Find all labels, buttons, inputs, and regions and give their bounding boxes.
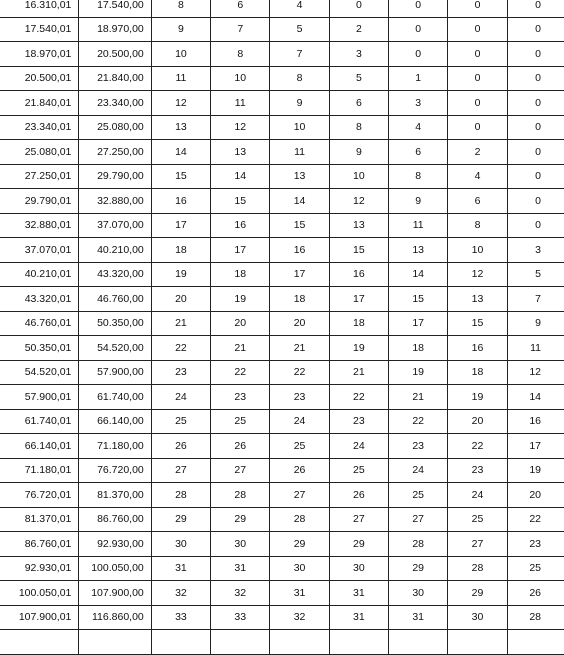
cell-col-4: 12: [329, 189, 388, 214]
cell-col-5: 19: [389, 360, 448, 385]
table-row: [0, 164, 564, 189]
table-row: [0, 385, 564, 410]
cell-income-from: 27.250,01: [0, 164, 79, 189]
table-row: [0, 0, 564, 17]
cell-col-2: 33: [211, 605, 270, 630]
cell-income-from: 17.540,01: [0, 17, 79, 42]
cell-col-1: 29: [151, 507, 210, 532]
cell-col-4: 8: [329, 115, 388, 140]
cell-income-from: 107.900,01: [0, 605, 79, 630]
cell-col-3: 28: [270, 507, 329, 532]
cell-col-6: 12: [448, 262, 507, 287]
cell-col-2: 14: [211, 164, 270, 189]
cell-col-7: [507, 630, 564, 655]
cell-col-2: 31: [211, 556, 270, 581]
cell-income-from: 54.520,01: [0, 360, 79, 385]
cell-col-7: 11: [507, 336, 564, 361]
cell-col-6: 24: [448, 483, 507, 508]
cell-col-4: 22: [329, 385, 388, 410]
cell-col-4: [329, 630, 388, 655]
cell-col-1: 8: [151, 0, 210, 17]
cell-col-7: 0: [507, 189, 564, 214]
cell-col-4: 19: [329, 336, 388, 361]
cell-income-to: 54.520,00: [79, 336, 151, 361]
cell-income-to: 61.740,00: [79, 385, 151, 410]
table-row: [0, 360, 564, 385]
cell-col-3: 24: [270, 409, 329, 434]
cell-col-6: 28: [448, 556, 507, 581]
cell-col-2: 15: [211, 189, 270, 214]
cell-col-5: 0: [389, 0, 448, 17]
cell-col-5: 23: [389, 434, 448, 459]
cell-income-from: 21.840,01: [0, 91, 79, 116]
cell-col-3: 18: [270, 287, 329, 312]
cell-col-5: 17: [389, 311, 448, 336]
cell-col-6: 10: [448, 238, 507, 263]
cell-col-6: 0: [448, 91, 507, 116]
table-row: [0, 311, 564, 336]
cell-income-to: 100.050,00: [79, 556, 151, 581]
cell-income-from: 43.320,01: [0, 287, 79, 312]
cell-col-2: 27: [211, 458, 270, 483]
cell-income-to: 40.210,00: [79, 238, 151, 263]
cell-col-7: 0: [507, 213, 564, 238]
cell-income-from: 16.310,01: [0, 0, 79, 17]
cell-col-6: [448, 630, 507, 655]
cell-income-to: 18.970,00: [79, 17, 151, 42]
cell-col-7: 0: [507, 17, 564, 42]
cell-col-5: 30: [389, 581, 448, 606]
cell-col-2: 12: [211, 115, 270, 140]
cell-col-2: 23: [211, 385, 270, 410]
cell-income-to: 66.140,00: [79, 409, 151, 434]
cell-col-2: 29: [211, 507, 270, 532]
table-row: [0, 115, 564, 140]
cell-income-from: 46.760,01: [0, 311, 79, 336]
cell-income-to: 57.900,00: [79, 360, 151, 385]
cell-col-1: 24: [151, 385, 210, 410]
cell-col-5: 22: [389, 409, 448, 434]
cell-col-2: 16: [211, 213, 270, 238]
cell-col-4: 29: [329, 532, 388, 557]
cell-income-to: 46.760,00: [79, 287, 151, 312]
cell-col-4: 21: [329, 360, 388, 385]
cell-income-to: 17.540,00: [79, 0, 151, 17]
cell-col-1: 20: [151, 287, 210, 312]
cell-col-7: 5: [507, 262, 564, 287]
cell-col-1: 23: [151, 360, 210, 385]
cell-col-1: 26: [151, 434, 210, 459]
cell-income-from: 92.930,01: [0, 556, 79, 581]
cell-col-5: 18: [389, 336, 448, 361]
cell-income-to: 20.500,00: [79, 42, 151, 67]
cell-col-1: 13: [151, 115, 210, 140]
cell-income-to: 43.320,00: [79, 262, 151, 287]
cell-income-from: 76.720,01: [0, 483, 79, 508]
cell-col-3: 17: [270, 262, 329, 287]
cell-col-7: 3: [507, 238, 564, 263]
cell-col-4: 17: [329, 287, 388, 312]
cell-col-5: 6: [389, 140, 448, 165]
cell-col-7: 0: [507, 115, 564, 140]
cell-col-2: 11: [211, 91, 270, 116]
cell-income-from: 71.180,01: [0, 458, 79, 483]
table-row: [0, 66, 564, 91]
cell-income-from: 18.970,01: [0, 42, 79, 67]
cell-col-2: [211, 630, 270, 655]
cell-col-2: 7: [211, 17, 270, 42]
cell-col-4: 5: [329, 66, 388, 91]
cell-col-6: 2: [448, 140, 507, 165]
cell-col-5: 8: [389, 164, 448, 189]
cell-col-4: 13: [329, 213, 388, 238]
cell-col-5: 11: [389, 213, 448, 238]
cell-col-5: 21: [389, 385, 448, 410]
cell-col-3: 22: [270, 360, 329, 385]
cell-col-4: 0: [329, 0, 388, 17]
cell-col-2: 25: [211, 409, 270, 434]
cell-income-to: [79, 630, 151, 655]
cell-col-7: 17: [507, 434, 564, 459]
cell-col-7: 12: [507, 360, 564, 385]
cell-col-4: 6: [329, 91, 388, 116]
cell-income-from: 61.740,01: [0, 409, 79, 434]
cell-col-4: 16: [329, 262, 388, 287]
cell-col-6: 27: [448, 532, 507, 557]
cell-col-4: 30: [329, 556, 388, 581]
cell-income-from: 25.080,01: [0, 140, 79, 165]
cell-col-6: 29: [448, 581, 507, 606]
cell-income-from: 32.880,01: [0, 213, 79, 238]
cell-col-1: 10: [151, 42, 210, 67]
table-row: [0, 213, 564, 238]
cell-col-7: 22: [507, 507, 564, 532]
cell-col-2: 18: [211, 262, 270, 287]
cell-col-5: 0: [389, 42, 448, 67]
cell-col-3: 26: [270, 458, 329, 483]
cell-col-1: 14: [151, 140, 210, 165]
cell-income-to: 29.790,00: [79, 164, 151, 189]
cell-col-3: 27: [270, 483, 329, 508]
cell-income-from: 29.790,01: [0, 189, 79, 214]
table-row: [0, 507, 564, 532]
cell-col-3: 25: [270, 434, 329, 459]
cell-col-3: 4: [270, 0, 329, 17]
cell-col-5: 24: [389, 458, 448, 483]
cell-col-6: 8: [448, 213, 507, 238]
cell-col-2: 8: [211, 42, 270, 67]
cell-col-1: [151, 630, 210, 655]
cell-col-5: 4: [389, 115, 448, 140]
cell-col-6: 15: [448, 311, 507, 336]
cell-col-4: 3: [329, 42, 388, 67]
cell-income-to: 81.370,00: [79, 483, 151, 508]
cell-col-1: 15: [151, 164, 210, 189]
cell-income-from: 50.350,01: [0, 336, 79, 361]
table-row: [0, 556, 564, 581]
cell-income-from: 57.900,01: [0, 385, 79, 410]
cell-col-6: 16: [448, 336, 507, 361]
cell-col-3: [270, 630, 329, 655]
cell-col-7: 0: [507, 140, 564, 165]
cell-col-5: 3: [389, 91, 448, 116]
cell-col-6: 4: [448, 164, 507, 189]
cell-col-5: 25: [389, 483, 448, 508]
cell-income-from: 20.500,01: [0, 66, 79, 91]
cell-income-to: 25.080,00: [79, 115, 151, 140]
cell-col-3: 7: [270, 42, 329, 67]
cell-col-3: 30: [270, 556, 329, 581]
table-row: [0, 458, 564, 483]
cell-col-4: 25: [329, 458, 388, 483]
cell-income-to: 116.860,00: [79, 605, 151, 630]
cell-col-3: 5: [270, 17, 329, 42]
cell-col-3: 32: [270, 605, 329, 630]
cell-col-6: 6: [448, 189, 507, 214]
cell-col-2: 28: [211, 483, 270, 508]
cell-col-7: 19: [507, 458, 564, 483]
cell-col-5: 1: [389, 66, 448, 91]
cell-income-to: 21.840,00: [79, 66, 151, 91]
table-row: [0, 91, 564, 116]
cell-income-to: 92.930,00: [79, 532, 151, 557]
cell-col-5: 9: [389, 189, 448, 214]
table-row: [0, 605, 564, 630]
cell-col-1: 11: [151, 66, 210, 91]
cell-col-5: 0: [389, 17, 448, 42]
cell-col-4: 18: [329, 311, 388, 336]
cell-col-1: 18: [151, 238, 210, 263]
cell-col-6: 0: [448, 17, 507, 42]
cell-col-6: 25: [448, 507, 507, 532]
cell-col-2: 17: [211, 238, 270, 263]
cell-col-1: 17: [151, 213, 210, 238]
cell-col-3: 9: [270, 91, 329, 116]
cell-col-3: 31: [270, 581, 329, 606]
cell-col-5: 15: [389, 287, 448, 312]
table-row: [0, 630, 564, 655]
cell-income-to: 107.900,00: [79, 581, 151, 606]
cell-income-from: 100.050,01: [0, 581, 79, 606]
cell-col-7: 14: [507, 385, 564, 410]
cell-col-7: 0: [507, 164, 564, 189]
table-row: [0, 532, 564, 557]
cell-income-to: 76.720,00: [79, 458, 151, 483]
cell-col-3: 15: [270, 213, 329, 238]
table-row: [0, 483, 564, 508]
cell-col-6: 13: [448, 287, 507, 312]
cell-col-3: 13: [270, 164, 329, 189]
cell-col-6: 0: [448, 0, 507, 17]
cell-col-7: 20: [507, 483, 564, 508]
cell-col-6: 30: [448, 605, 507, 630]
cell-col-4: 10: [329, 164, 388, 189]
cell-col-3: 11: [270, 140, 329, 165]
cell-col-1: 32: [151, 581, 210, 606]
cell-col-1: 33: [151, 605, 210, 630]
cell-col-7: 9: [507, 311, 564, 336]
cell-col-7: 0: [507, 91, 564, 116]
table-row: [0, 189, 564, 214]
cell-col-1: 19: [151, 262, 210, 287]
table-row: [0, 336, 564, 361]
cell-col-6: 0: [448, 42, 507, 67]
cell-income-to: 32.880,00: [79, 189, 151, 214]
cell-col-1: 22: [151, 336, 210, 361]
cell-col-7: 7: [507, 287, 564, 312]
cell-col-6: 20: [448, 409, 507, 434]
cell-col-1: 21: [151, 311, 210, 336]
cell-col-2: 32: [211, 581, 270, 606]
cell-col-1: 16: [151, 189, 210, 214]
cell-col-7: 0: [507, 0, 564, 17]
cell-col-5: 28: [389, 532, 448, 557]
cell-col-3: 20: [270, 311, 329, 336]
cell-col-4: 15: [329, 238, 388, 263]
cell-col-7: 26: [507, 581, 564, 606]
cell-col-7: 25: [507, 556, 564, 581]
cell-col-6: 0: [448, 66, 507, 91]
cell-income-to: 23.340,00: [79, 91, 151, 116]
cell-col-7: 0: [507, 66, 564, 91]
cell-col-6: 23: [448, 458, 507, 483]
cell-col-5: 27: [389, 507, 448, 532]
cell-col-3: 8: [270, 66, 329, 91]
cell-col-4: 31: [329, 605, 388, 630]
table-row: [0, 434, 564, 459]
cell-col-7: 16: [507, 409, 564, 434]
cell-col-3: 10: [270, 115, 329, 140]
cell-col-1: 12: [151, 91, 210, 116]
cell-col-5: 14: [389, 262, 448, 287]
cell-col-6: 0: [448, 115, 507, 140]
cell-col-5: 13: [389, 238, 448, 263]
cell-col-6: 18: [448, 360, 507, 385]
cell-income-from: 40.210,01: [0, 262, 79, 287]
cell-col-7: 23: [507, 532, 564, 557]
cell-col-2: 30: [211, 532, 270, 557]
cell-col-5: 31: [389, 605, 448, 630]
table-row: [0, 238, 564, 263]
cell-col-3: 21: [270, 336, 329, 361]
cell-col-4: 9: [329, 140, 388, 165]
cell-col-1: 25: [151, 409, 210, 434]
cell-col-1: 9: [151, 17, 210, 42]
cell-col-5: [389, 630, 448, 655]
cell-col-4: 24: [329, 434, 388, 459]
cell-col-4: 2: [329, 17, 388, 42]
cell-income-from: 23.340,01: [0, 115, 79, 140]
cell-col-1: 31: [151, 556, 210, 581]
cell-col-2: 19: [211, 287, 270, 312]
table-row: [0, 17, 564, 42]
cell-income-to: 71.180,00: [79, 434, 151, 459]
table-row: [0, 581, 564, 606]
cell-col-6: 22: [448, 434, 507, 459]
table-row: [0, 140, 564, 165]
cell-col-4: 31: [329, 581, 388, 606]
cell-income-to: 37.070,00: [79, 213, 151, 238]
cell-col-3: 29: [270, 532, 329, 557]
cell-col-2: 22: [211, 360, 270, 385]
cell-col-7: 28: [507, 605, 564, 630]
cell-col-3: 23: [270, 385, 329, 410]
cell-col-7: 0: [507, 42, 564, 67]
cell-col-2: 26: [211, 434, 270, 459]
cell-col-5: 29: [389, 556, 448, 581]
cell-col-2: 10: [211, 66, 270, 91]
cell-col-1: 28: [151, 483, 210, 508]
table-row: [0, 262, 564, 287]
cell-income-from: 66.140,01: [0, 434, 79, 459]
cell-col-2: 20: [211, 311, 270, 336]
cell-income-from: 37.070,01: [0, 238, 79, 263]
cell-income-from: 81.370,01: [0, 507, 79, 532]
cell-col-1: 30: [151, 532, 210, 557]
cell-income-to: 27.250,00: [79, 140, 151, 165]
cell-col-2: 21: [211, 336, 270, 361]
cell-col-3: 16: [270, 238, 329, 263]
cell-col-3: 14: [270, 189, 329, 214]
cell-col-4: 27: [329, 507, 388, 532]
table-row: [0, 42, 564, 67]
cell-col-2: 13: [211, 140, 270, 165]
cell-income-to: 50.350,00: [79, 311, 151, 336]
cell-col-4: 26: [329, 483, 388, 508]
table-row: [0, 287, 564, 312]
cell-income-from: [0, 630, 79, 655]
cell-col-1: 27: [151, 458, 210, 483]
cell-col-4: 23: [329, 409, 388, 434]
cell-income-to: 86.760,00: [79, 507, 151, 532]
cell-income-from: 86.760,01: [0, 532, 79, 557]
cell-col-6: 19: [448, 385, 507, 410]
cell-col-2: 6: [211, 0, 270, 17]
table-row: [0, 409, 564, 434]
